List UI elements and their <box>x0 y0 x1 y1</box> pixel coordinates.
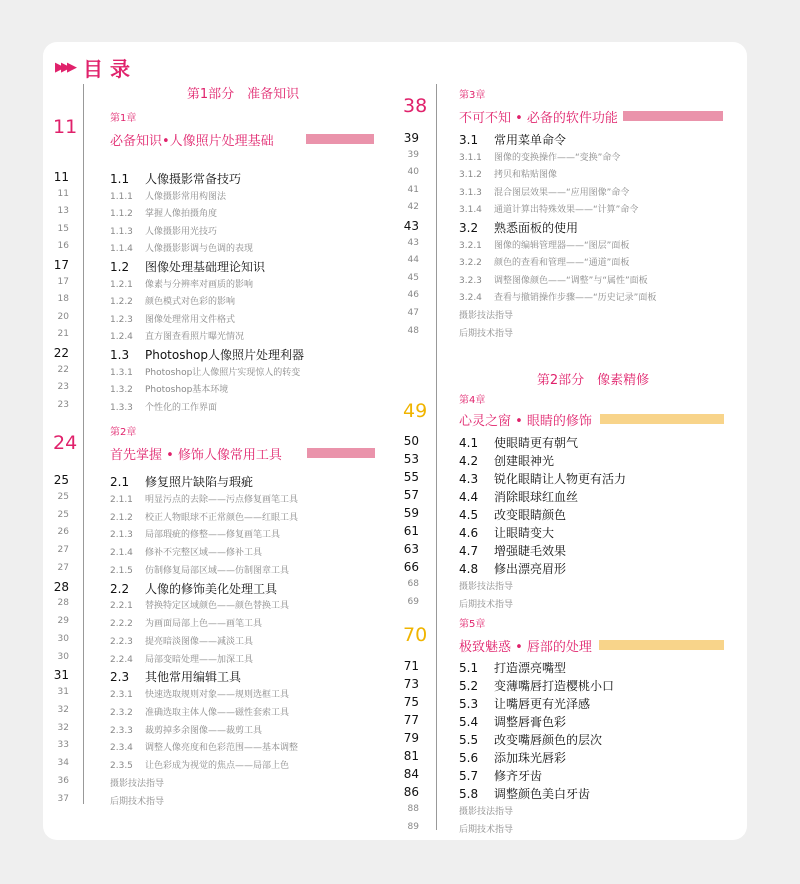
toc-entry-number: 4.8 <box>459 562 479 576</box>
toc-entry-text: 人像摄影常用构图法 <box>145 191 227 202</box>
toc-entry-number: 4.6 <box>459 526 479 540</box>
toc-entry-page: 39 <box>407 149 419 160</box>
toc-section-title <box>110 668 241 685</box>
toc-entry-number: 2.1.2 <box>110 512 133 523</box>
toc-entry-page: 89 <box>407 822 419 832</box>
toc-section-title <box>459 560 566 577</box>
toc-entry-number: 1.3.2 <box>110 385 133 396</box>
toc-entry-page: 44 <box>407 255 419 266</box>
toc-entry-number: 1.1.2 <box>110 209 133 220</box>
toc-entry-page: 46 <box>407 290 419 301</box>
part-2-heading: 第2部分 像素精修 <box>536 373 650 388</box>
chapter-title: 必备知识•人像照片处理基础 <box>110 134 274 149</box>
toc-entry-text: 提亮暗淡图像——减淡工具 <box>145 636 254 647</box>
toc-entry-number: 3.1 <box>459 133 479 147</box>
toc-entry-page: 22 <box>53 346 69 360</box>
toc-entry-number: 2.2 <box>110 581 130 596</box>
chapter-label: 第5章 <box>459 619 486 630</box>
toc-entry-text: 改变眼睛颜色 <box>494 508 567 522</box>
toc-entry-page: 34 <box>57 758 69 768</box>
toc-entry-number: 3.1.2 <box>459 170 482 181</box>
toc-entry-text: 颜色的查看和管理——“通道”面板 <box>494 258 630 269</box>
chapter-title-bar <box>600 414 724 424</box>
toc-section-title <box>110 473 253 490</box>
toc-subsection-title <box>110 634 253 647</box>
chapter-title-bar <box>623 111 723 121</box>
chapter-page-number: 38 <box>403 95 428 117</box>
toc-subsection-title <box>110 365 300 378</box>
toc-subsection-title <box>110 723 262 736</box>
toc-entry-number: 5.4 <box>459 715 479 729</box>
toc-subsection-title <box>110 652 253 665</box>
toc-entry-number: 2.1.5 <box>110 565 133 576</box>
toc-entry-number: 2.3.1 <box>110 690 133 700</box>
toc-entry-text: 局部瑕疵的修整——修复画笔工具 <box>145 530 281 541</box>
toc-entry-page: 30 <box>57 633 69 644</box>
toc-entry-page: 32 <box>57 722 69 733</box>
toc-entry-text: 调整唇膏色彩 <box>494 715 567 729</box>
toc-entry-text: 调整颜色美白牙齿 <box>494 787 591 801</box>
chapter-title: 不可不知 • 必备的软件功能 <box>459 111 618 126</box>
toc-section-title <box>459 659 566 676</box>
toc-entry-text: 像素与分辨率对画质的影响 <box>145 279 254 290</box>
toc-entry-number: 5.2 <box>459 679 479 693</box>
toc-entry-number: 1.1.4 <box>110 244 133 255</box>
toc-entry-text: 变薄嘴唇打造樱桃小口 <box>494 679 615 693</box>
toc-subsection-title <box>110 492 298 505</box>
toc-entry-page: 53 <box>403 452 419 466</box>
toc-entry-number: 2.2.2 <box>110 619 133 629</box>
toc-entry-number: 3.1.1 <box>459 152 482 163</box>
toc-entry-number: 2.2.4 <box>110 654 133 665</box>
toc-entry-page: 66 <box>403 560 419 574</box>
toc-entry-text: 通道计算出特殊效果——“计算”命令 <box>494 205 639 216</box>
toc-entry-text: 人像摄影用光技巧 <box>145 226 218 237</box>
toc-entry-number: 2.2.1 <box>110 601 133 612</box>
toc-entry-page: 77 <box>403 713 419 727</box>
toc-subsection-title <box>459 238 629 251</box>
toc-entry-text: 人像摄影影调与色调的表现 <box>145 244 254 255</box>
right-column-divider <box>436 84 437 830</box>
toc-entry-page: 88 <box>407 804 419 814</box>
toc-entry-number: 3.2.1 <box>459 240 482 251</box>
toc-entry-page: 13 <box>57 206 69 217</box>
toc-entry-text: 打造漂亮嘴型 <box>494 661 567 675</box>
chapter-title-bar <box>307 448 375 458</box>
toc-entry-page: 11 <box>57 188 69 199</box>
toc-subsection-title <box>110 740 298 753</box>
chapter-page-number: 11 <box>53 116 78 138</box>
toc-entry-text: 调整图像颜色——“调整”与“属性”面板 <box>494 275 648 286</box>
toc-entry-page: 63 <box>403 542 419 556</box>
toc-entry-page: 20 <box>57 311 69 322</box>
toc-entry-text: 掌握人像拍摄角度 <box>145 209 218 220</box>
toc-entry-page: 48 <box>407 325 419 336</box>
toc-section-title <box>459 542 566 559</box>
toc-entry-page: 43 <box>403 219 419 233</box>
toc-subsection-title <box>110 794 164 807</box>
toc-entry-text: 明显污点的去除——污点修复画笔工具 <box>145 494 299 505</box>
toc-section-title <box>459 452 554 469</box>
toc-section-title <box>459 713 566 730</box>
toc-entry-number: 1.1.1 <box>110 191 133 202</box>
toc-entry-text: 个性化的工作界面 <box>145 402 218 413</box>
page-title: 目 录 <box>83 56 130 81</box>
toc-section-title <box>459 524 554 541</box>
toc-subsection-title <box>459 290 656 303</box>
toc-entry-number: 4.2 <box>459 454 479 468</box>
toc-entry-text: 锐化眼睛让人物更有活力 <box>494 472 627 486</box>
toc-entry-page: 32 <box>57 704 69 715</box>
toc-entry-page: 11 <box>53 170 69 184</box>
toc-section-title <box>459 219 578 236</box>
toc-entry-number: 1.1 <box>110 172 130 186</box>
toc-subsection-title <box>459 326 513 339</box>
toc-subsection-title <box>459 822 513 835</box>
toc-entry-text: 查看与撤销操作步骤——“历史记录”面板 <box>494 293 657 304</box>
toc-subsection-title <box>110 400 217 413</box>
toc-entry-number: 5.3 <box>459 697 479 711</box>
toc-entry-page: 36 <box>57 775 69 786</box>
toc-entry-number: 2.3.5 <box>110 761 133 771</box>
toc-section-title <box>459 785 590 802</box>
toc-subsection-title <box>110 224 217 237</box>
toc-entry-text: 人像的修饰美化处理工具 <box>145 581 278 596</box>
left-column-divider <box>83 84 84 804</box>
toc-entry-number: 1.1.3 <box>110 226 133 237</box>
toc-subsection-title <box>459 255 629 268</box>
toc-entry-text: 混合图层效果——“应用图像”命令 <box>494 187 630 198</box>
toc-entry-text: 调整人像亮度和色彩范围——基本调整 <box>145 743 299 754</box>
toc-entry-text: 常用菜单命令 <box>494 133 567 147</box>
toc-entry-text: 裁剪掉多余图像——裁剪工具 <box>145 725 263 736</box>
toc-section-title <box>459 749 566 766</box>
toc-subsection-title <box>110 687 289 700</box>
chapter-title: 极致魅惑 • 唇部的处理 <box>459 640 592 655</box>
toc-entry-number: 5.5 <box>459 733 479 747</box>
toc-subsection-title <box>110 563 289 576</box>
toc-entry-text: 图像的变换操作——“变换”命令 <box>494 152 621 163</box>
chapter-label: 第3章 <box>459 90 486 101</box>
toc-entry-number: 3.2.2 <box>459 258 482 269</box>
toc-entry-page: 27 <box>57 545 69 555</box>
toc-entry-text: 后期技术指导 <box>459 600 514 610</box>
chapter-title-bar <box>599 640 724 650</box>
toc-section-title <box>110 170 241 187</box>
toc-subsection-title <box>110 277 253 290</box>
toc-entry-text: 增强睫毛效果 <box>494 544 567 558</box>
part-1-heading: 第1部分 准备知识 <box>186 87 300 102</box>
toc-entry-page: 45 <box>407 272 419 283</box>
toc-entry-text: 修出漂亮眉形 <box>494 562 567 576</box>
toc-entry-page: 73 <box>403 677 419 691</box>
chapter-page-number: 70 <box>403 624 428 646</box>
toc-entry-page: 18 <box>57 294 69 305</box>
toc-entry-text: 让眼睛变大 <box>494 526 555 540</box>
toc-entry-page: 57 <box>403 488 419 502</box>
toc-entry-page: 59 <box>403 506 419 520</box>
toc-entry-number: 2.3 <box>110 670 130 685</box>
toc-entry-page: 23 <box>57 382 69 393</box>
toc-entry-number: 4.3 <box>459 472 479 486</box>
toc-entry-text: 拷贝和粘贴图像 <box>494 170 558 181</box>
toc-entry-page: 61 <box>403 524 419 538</box>
toc-subsection-title <box>459 150 620 163</box>
toc-entry-page: 28 <box>57 598 69 609</box>
chapter-page-number: 24 <box>53 432 78 454</box>
toc-entry-page: 25 <box>57 491 69 502</box>
toc-subsection-title <box>459 308 513 321</box>
toc-entry-number: 5.7 <box>459 769 479 783</box>
toc-entry-text: 后期技术指导 <box>110 796 165 807</box>
toc-entry-page: 41 <box>407 184 419 195</box>
toc-entry-number: 3.2 <box>459 221 479 235</box>
toc-entry-page: 31 <box>57 687 69 697</box>
toc-entry-text: 修齐牙齿 <box>494 769 543 783</box>
triple-arrow-icon: ▶▶▶ <box>55 59 73 75</box>
chapter-label: 第4章 <box>459 395 486 406</box>
toc-entry-text: 局部变暗处理——加深工具 <box>145 654 254 665</box>
toc-subsection-title <box>110 598 289 611</box>
toc-entry-text: 摄影技法指导 <box>459 311 514 321</box>
toc-entry-page: 50 <box>403 434 419 448</box>
toc-subsection-title <box>459 273 648 286</box>
toc-entry-number: 1.2.3 <box>110 314 133 325</box>
toc-entry-page: 16 <box>57 241 69 252</box>
toc-entry-text: 让嘴唇更有光泽感 <box>494 697 591 711</box>
toc-entry-page: 25 <box>57 509 69 520</box>
toc-entry-page: 33 <box>57 740 69 751</box>
toc-entry-text: 校正人物眼球不正常颜色——红眼工具 <box>145 512 299 523</box>
toc-subsection-title <box>459 597 513 610</box>
toc-entry-page: 55 <box>403 470 419 484</box>
toc-entry-number: 1.3.3 <box>110 402 133 413</box>
toc-entry-page: 81 <box>403 749 419 763</box>
toc-entry-number: 2.1 <box>110 475 130 489</box>
toc-entry-number: 2.1.3 <box>110 530 133 541</box>
toc-entry-page: 27 <box>57 562 69 573</box>
toc-entry-text: 替换特定区域颜色——颜色替换工具 <box>145 601 290 612</box>
toc-entry-page: 15 <box>57 223 69 234</box>
toc-section-title <box>459 767 542 784</box>
toc-entry-page: 30 <box>57 651 69 662</box>
toc-section-title <box>459 731 602 748</box>
toc-entry-page: 17 <box>57 276 69 287</box>
toc-entry-page: 39 <box>403 131 419 145</box>
toc-entry-number: 3.2.3 <box>459 275 482 286</box>
toc-subsection-title <box>110 545 262 558</box>
toc-entry-number: 3.1.3 <box>459 187 482 198</box>
toc-subsection-title <box>459 804 513 817</box>
toc-entry-text: Photoshop人像照片处理利器 <box>145 348 305 362</box>
toc-subsection-title <box>110 312 235 325</box>
toc-section-title <box>459 488 578 505</box>
toc-entry-page: 31 <box>53 668 69 683</box>
toc-entry-page: 75 <box>403 695 419 709</box>
toc-entry-text: 图像的编辑管理器——“图层”面板 <box>494 240 630 251</box>
toc-entry-number: 1.3.1 <box>110 367 133 378</box>
toc-subsection-title <box>110 241 253 254</box>
toc-entry-text: 图像处理常用文件格式 <box>145 314 236 325</box>
toc-entry-page: 23 <box>57 399 69 410</box>
toc-entry-number: 2.1.4 <box>110 548 133 558</box>
toc-entry-text: 让色彩成为视觉的焦点——局部上色 <box>145 761 290 771</box>
toc-entry-text: 熟悉面板的使用 <box>494 221 579 235</box>
toc-entry-number: 4.5 <box>459 508 479 522</box>
toc-entry-text: 消除眼球红血丝 <box>494 490 579 504</box>
toc-subsection-title <box>110 616 262 629</box>
toc-entry-page: 21 <box>57 329 69 340</box>
toc-subsection-title <box>459 202 638 215</box>
toc-entry-page: 28 <box>53 579 69 594</box>
toc-entry-number: 2.2.3 <box>110 636 133 647</box>
toc-entry-text: 后期技术指导 <box>459 825 514 835</box>
toc-subsection-title <box>110 527 280 540</box>
toc-entry-text: 摄影技法指导 <box>459 582 514 592</box>
toc-subsection-title <box>110 510 298 523</box>
toc-subsection-title <box>110 776 164 789</box>
toc-entry-text: 改变嘴唇颜色的层次 <box>494 733 603 747</box>
toc-entry-page: 42 <box>407 202 419 213</box>
toc-subsection-title <box>110 758 289 771</box>
toc-entry-number: 5.1 <box>459 661 479 675</box>
toc-entry-page: 29 <box>57 616 69 626</box>
toc-section-title <box>459 677 614 694</box>
toc-entry-text: 添加珠光唇彩 <box>494 751 567 765</box>
chapter-title: 首先掌握 • 修饰人像常用工具 <box>110 448 282 463</box>
toc-entry-text: 直方图查看照片曝光情况 <box>145 332 245 343</box>
toc-entry-number: 4.1 <box>459 436 479 450</box>
chapter-page-number: 49 <box>403 400 428 422</box>
chapter-title-bar <box>306 134 374 144</box>
toc-entry-text: 摄影技法指导 <box>459 807 514 817</box>
toc-subsection-title <box>459 579 513 592</box>
toc-entry-number: 1.3 <box>110 348 130 362</box>
toc-section-title <box>110 346 304 363</box>
chapter-label: 第1章 <box>110 113 137 124</box>
toc-entry-page: 71 <box>403 659 419 673</box>
toc-subsection-title <box>459 167 557 180</box>
toc-entry-page: 26 <box>57 527 69 538</box>
toc-subsection-title <box>110 329 244 342</box>
toc-subsection-title <box>459 185 629 198</box>
toc-header <box>55 54 130 80</box>
toc-entry-number: 4.4 <box>459 490 479 504</box>
toc-entry-text: 修补不完整区域——修补工具 <box>145 548 263 558</box>
toc-entry-number: 2.3.3 <box>110 725 133 736</box>
toc-entry-number: 5.8 <box>459 787 479 801</box>
toc-section-title <box>110 580 277 597</box>
toc-entry-number: 3.1.4 <box>459 205 482 216</box>
toc-entry-page: 40 <box>407 167 419 178</box>
toc-entry-number: 1.2.1 <box>110 279 133 290</box>
toc-section-title <box>459 506 566 523</box>
toc-entry-number: 5.6 <box>459 751 479 765</box>
toc-section-title <box>459 131 566 148</box>
toc-subsection-title <box>110 206 217 219</box>
chapter-label: 第2章 <box>110 427 137 438</box>
toc-entry-number: 4.7 <box>459 544 479 558</box>
toc-entry-number: 1.2.4 <box>110 332 133 343</box>
toc-entry-text: 其他常用编辑工具 <box>145 670 242 685</box>
toc-entry-page: 84 <box>403 767 419 781</box>
toc-entry-page: 79 <box>403 731 419 745</box>
toc-entry-text: 准确选取主体人像——磁性套索工具 <box>145 707 290 718</box>
toc-entry-text: 摄影技法指导 <box>110 778 165 789</box>
toc-entry-page: 68 <box>407 579 419 589</box>
toc-entry-page: 22 <box>57 364 69 375</box>
toc-entry-number: 2.3.2 <box>110 707 133 718</box>
toc-entry-number: 2.1.1 <box>110 494 133 505</box>
toc-subsection-title <box>110 382 228 395</box>
toc-section-title <box>459 695 590 712</box>
toc-subsection-title <box>110 189 226 202</box>
toc-entry-page: 43 <box>407 237 419 248</box>
toc-entry-text: 后期技术指导 <box>459 328 514 339</box>
toc-section-title <box>459 470 626 487</box>
toc-entry-number: 2.3.4 <box>110 743 133 754</box>
toc-entry-text: 仿制修复局部区域——仿制图章工具 <box>145 565 290 576</box>
toc-entry-page: 25 <box>53 473 69 487</box>
toc-entry-number: 1.2.2 <box>110 297 133 308</box>
toc-entry-page: 37 <box>57 793 69 804</box>
toc-entry-text: 使眼睛更有朝气 <box>494 436 579 450</box>
toc-subsection-title <box>110 294 235 307</box>
toc-entry-page: 86 <box>403 785 419 799</box>
toc-entry-text: 颜色模式对色彩的影响 <box>145 297 236 308</box>
toc-entry-text: 为画面局部上色——画笔工具 <box>145 619 263 629</box>
toc-entry-page: 47 <box>407 308 419 318</box>
toc-entry-number: 3.2.4 <box>459 293 482 304</box>
toc-entry-text: Photoshop让人像照片实现惊人的转变 <box>145 367 301 378</box>
toc-entry-text: Photoshop基本环境 <box>145 385 229 396</box>
toc-page <box>43 42 747 840</box>
toc-entry-page: 69 <box>407 597 419 607</box>
toc-section-title <box>110 258 265 275</box>
toc-entry-text: 创建眼神光 <box>494 454 555 468</box>
chapter-title: 心灵之窗 • 眼睛的修饰 <box>459 414 592 429</box>
toc-entry-text: 图像处理基础理论知识 <box>145 260 266 274</box>
toc-entry-text: 人像摄影常备技巧 <box>145 172 242 186</box>
toc-entry-text: 快速选取规则对象——规则选框工具 <box>145 690 290 700</box>
toc-entry-number: 1.2 <box>110 260 130 274</box>
toc-entry-text: 修复照片缺陷与瑕疵 <box>145 475 254 489</box>
toc-section-title <box>459 434 578 451</box>
toc-entry-page: 17 <box>53 258 69 272</box>
toc-subsection-title <box>110 705 289 718</box>
